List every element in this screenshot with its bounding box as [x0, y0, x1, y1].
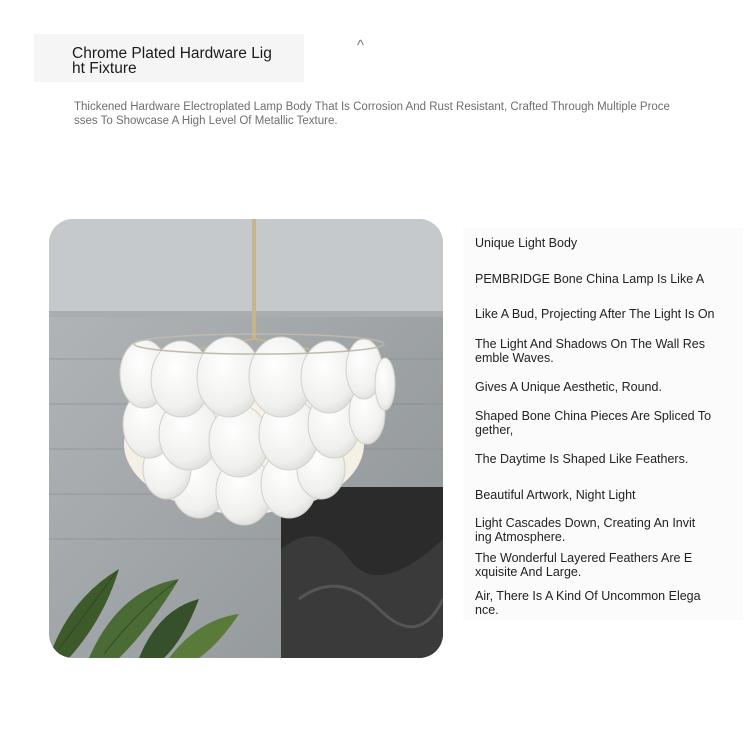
feature-item: Air, There Is A Kind Of Uncommon Elegance. [475, 589, 701, 617]
feature-item: Beautiful Artwork, Night Light [475, 488, 636, 502]
feature-item: Shaped Bone China Pieces Are Spliced Together, [475, 409, 712, 437]
page-title: Chrome Plated Hardware Light Fixture [72, 45, 272, 77]
feature-item: Gives A Unique Aesthetic, Round. [475, 380, 662, 394]
caret-up-icon[interactable]: ^ [357, 37, 365, 54]
product-photo [49, 219, 443, 658]
feature-item: The Daytime Is Shaped Like Feathers. [475, 452, 689, 466]
feature-item: Like A Bud, Projecting After The Light Is On [475, 307, 715, 321]
feature-item: Light Cascades Down, Creating An Inviting Atmosphere. [475, 516, 696, 544]
feature-item: The Wonderful Layered Feathers Are Exquisite And Large. [475, 551, 693, 579]
feature-item: The Light And Shadows On The Wall Resemble Waves. [475, 337, 705, 365]
feature-item: Unique Light Body [475, 236, 578, 250]
product-description: Thickened Hardware Electroplated Lamp Body That Is Corrosion And Rust Resistant, Crafted Through Multiple Processes To Showcase A High Level Of Metallic Texture. [74, 101, 670, 127]
feature-item: PEMBRIDGE Bone China Lamp Is Like A [475, 272, 705, 286]
